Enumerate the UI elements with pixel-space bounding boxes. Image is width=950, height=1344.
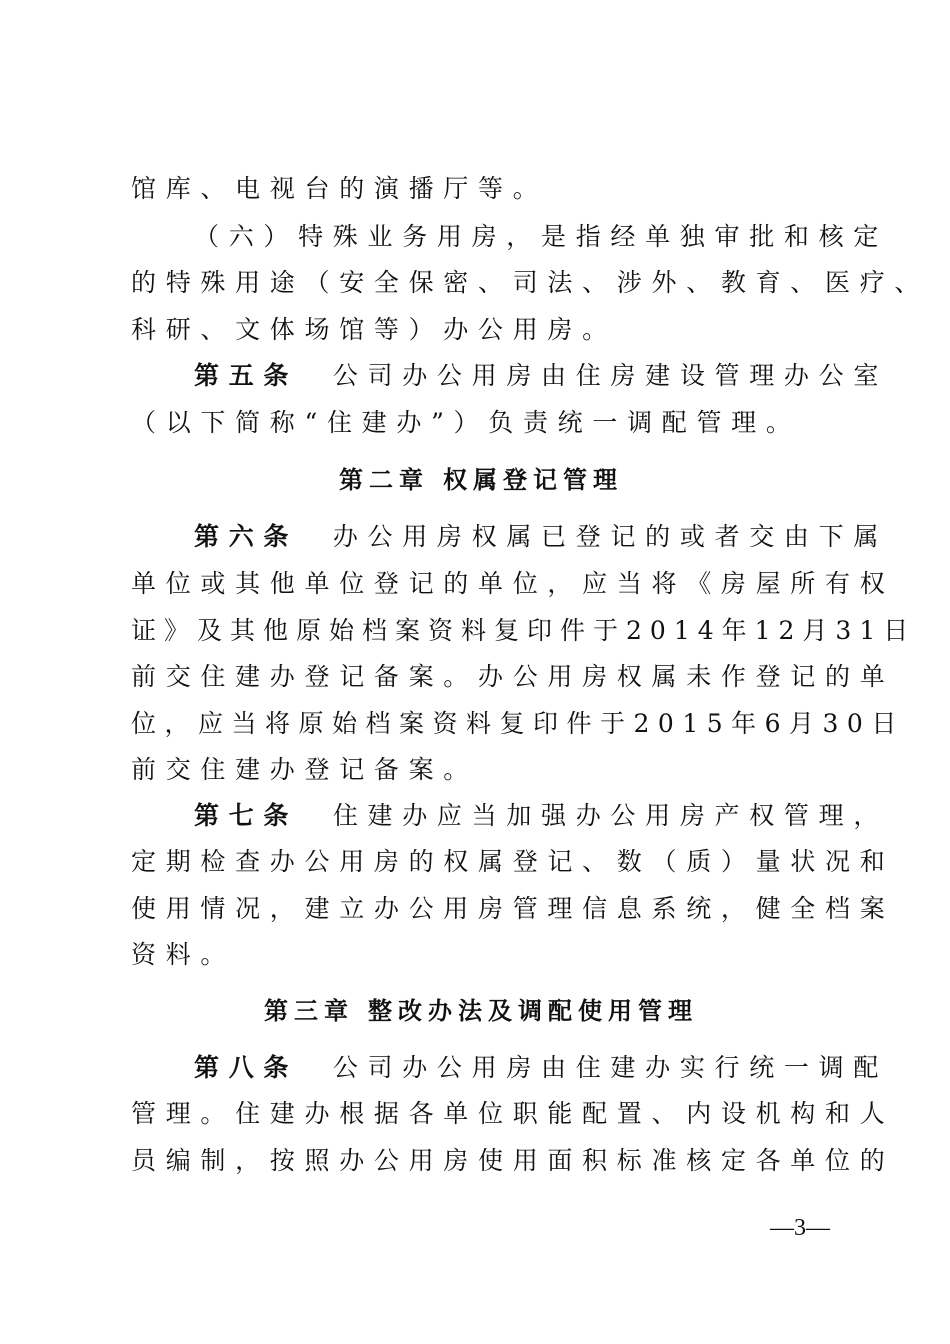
paragraph-line: 定期检查办公用房的权属登记、数（质）量状况和 <box>131 847 895 876</box>
article-8-label: 第八条 <box>194 1053 299 1082</box>
paragraph-line: 资料。 <box>131 940 236 969</box>
article-6-text: 办公用房权属已登记的或者交由下属 <box>332 522 889 551</box>
paragraph-line: （以下简称“住建办”）负责统一调配管理。 <box>131 408 801 437</box>
article-6-label: 第六条 <box>194 522 299 551</box>
paragraph-line: 前交住建办登记备案。 <box>131 755 479 784</box>
paragraph-line: 使用情况，建立办公用房管理信息系统，健全档案 <box>131 894 895 923</box>
chapter-3-heading <box>131 994 831 1028</box>
article-5-text: 公司办公用房由住房建设管理办公室 <box>332 361 889 390</box>
article-7 <box>194 799 894 833</box>
paragraph-line: 单位或其他单位登记的单位，应当将《房屋所有权 <box>131 569 895 598</box>
article-5-label: 第五条 <box>194 361 299 390</box>
chapter-2-number: 第二章 <box>339 466 429 494</box>
paragraph-line: 科研、文体场馆等）办公用房。 <box>131 315 617 344</box>
paragraph-line: 馆库、电视台的演播厅等。 <box>131 174 548 203</box>
article-6 <box>194 520 894 554</box>
paragraph-line: 位，应当将原始档案资料复印件于2015年6月30日 <box>131 709 905 738</box>
paragraph-line: 管理。住建办根据各单位职能配置、内设机构和人 <box>131 1099 895 1128</box>
chapter-3-title: 整改办法及调配使用管理 <box>368 997 698 1025</box>
paragraph-line: 员编制，按照办公用房使用面积标准核定各单位的 <box>131 1146 895 1175</box>
article-5 <box>194 359 894 393</box>
page-number: —3— <box>770 1215 830 1241</box>
article-7-text: 住建办应当加强办公用房产权管理， <box>332 801 889 830</box>
paragraph-line: 证》及其他原始档案资料复印件于2014年12月31日 <box>131 616 917 645</box>
chapter-2-heading <box>131 463 831 497</box>
paragraph-line: 的特殊用途（安全保密、司法、涉外、教育、医疗、 <box>131 268 930 297</box>
chapter-2-title: 权属登记管理 <box>443 466 623 494</box>
article-8 <box>194 1051 894 1085</box>
article-7-label: 第七条 <box>194 801 299 830</box>
chapter-3-number: 第三章 <box>264 997 354 1025</box>
article-8-text: 公司办公用房由住建办实行统一调配 <box>332 1053 889 1082</box>
paragraph-line: 前交住建办登记备案。办公用房权属未作登记的单 <box>131 662 895 691</box>
paragraph-line: （六）特殊业务用房，是指经单独审批和核定 <box>194 222 889 251</box>
